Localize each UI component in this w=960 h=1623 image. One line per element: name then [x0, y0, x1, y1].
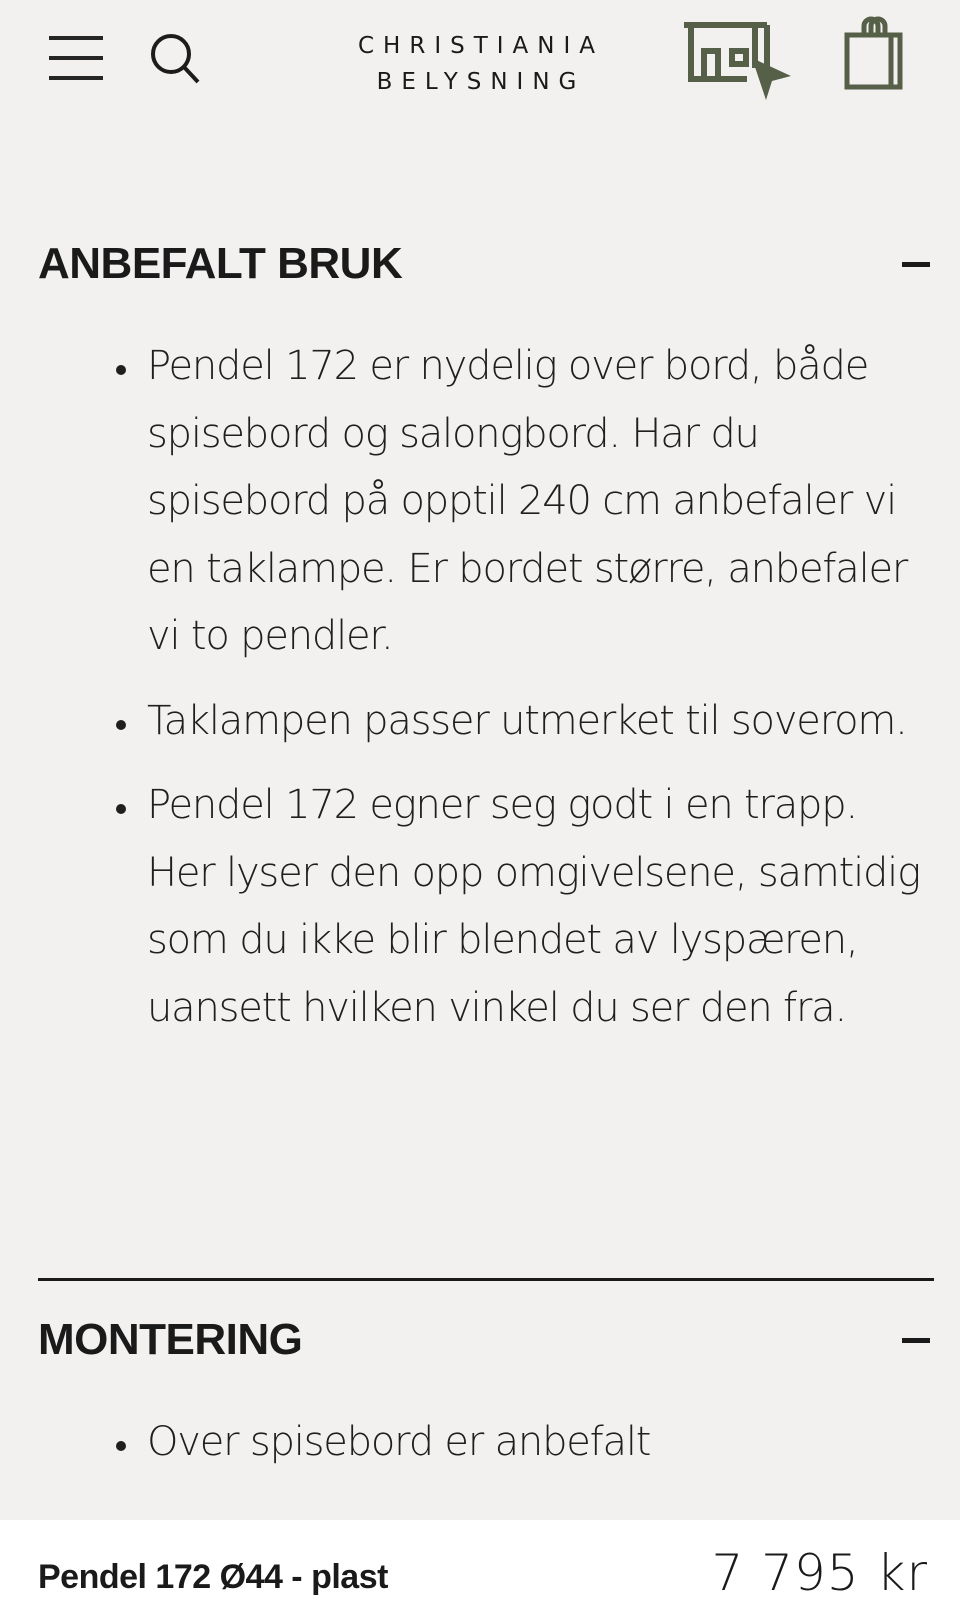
bullet-list	[38, 1409, 934, 1477]
section-divider	[38, 1278, 934, 1281]
section-anbefalt-bruk	[38, 224, 934, 1042]
shopping-bag-icon	[844, 16, 906, 90]
section-title: MONTERING	[38, 1315, 303, 1364]
menu-button[interactable]	[47, 36, 103, 82]
store-locator-icon	[684, 20, 800, 106]
sticky-product-bar	[0, 1520, 960, 1623]
hamburger-line	[49, 76, 103, 80]
search-button[interactable]	[148, 30, 208, 90]
list-item: Pendel 172 egner seg godt i en trapp. Her lyser den opp omgivelsene, samtidig som du ikke blir blendet av lyspæren, uansett hvilken vinkel du ser den fra.	[38, 772, 934, 1042]
cart-button[interactable]	[844, 16, 906, 90]
logo-line-2: BELYSNING	[376, 69, 586, 95]
section-title: ANBEFALT BRUK	[38, 239, 403, 288]
site-header	[0, 0, 960, 130]
list-item: Pendel 172 er nydelig over bord, både spisebord og salongbord. Har du spisebord på opptil 240 cm anbefaler vi en taklampe. Er bordet større, anbefaler vi to pendler.	[38, 333, 934, 671]
logo-line-1: CHRISTIANIA	[357, 33, 604, 59]
collapse-minus-icon[interactable]	[902, 1338, 930, 1343]
hamburger-menu-icon	[49, 36, 103, 40]
accordion-header-anbefalt-bruk[interactable]	[38, 224, 934, 304]
bullet-list	[38, 333, 934, 1042]
hamburger-line	[49, 56, 103, 60]
list-item: Taklampen passer utmerket til soverom.	[38, 688, 934, 756]
collapse-minus-icon[interactable]	[902, 262, 930, 267]
search-icon	[148, 30, 208, 90]
brand-logo[interactable]	[336, 28, 626, 100]
accordion-header-montering[interactable]	[38, 1300, 934, 1380]
list-item: Over spisebord er anbefalt	[38, 1409, 934, 1477]
product-name: Pendel 172 Ø44 - plast	[38, 1558, 388, 1596]
section-montering	[38, 1300, 934, 1477]
product-price: 7 795 kr	[711, 1543, 928, 1602]
store-locator-button[interactable]	[684, 20, 800, 106]
